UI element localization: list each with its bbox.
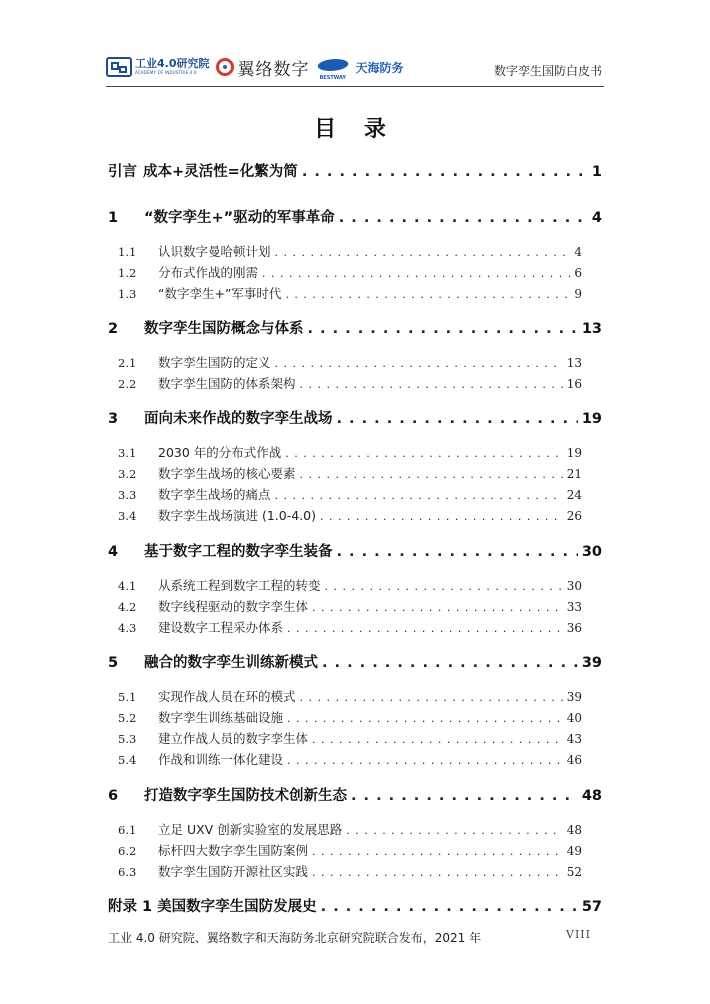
entry-number: 5.2 [118,711,137,725]
entry-label: 数字孪生国防概念与体系 [144,321,304,337]
leader-dots [262,267,570,280]
entry-page: 36 [566,621,582,635]
toc-entry-section-3-2[interactable] [118,464,582,482]
toc-entry-section-5-1[interactable] [118,687,582,705]
toc-entry-section-6-2[interactable] [118,841,582,859]
entry-label: 标杆四大数字孪生国防案例 [158,843,309,858]
toc-entry-chapter-3[interactable] [108,407,602,428]
entry-label: 数字孪生训练基础设施 [158,710,284,725]
entry-label: “数字孪生+”军事时代 [158,286,282,301]
entry-number: 5 [108,655,119,671]
leader-dots [285,288,570,301]
toc-heading: 目 录 [314,117,396,142]
toc-entry-section-3-4[interactable] [118,506,582,524]
entry-page: 19 [566,446,582,460]
leader-dots [308,321,578,337]
entry-number: 4.1 [118,579,137,593]
entry-page: 24 [566,488,582,502]
entry-page: 48 [581,788,602,804]
entry-page: 16 [566,377,582,391]
entry-number: 1.1 [118,245,137,259]
leader-dots [320,510,563,523]
leader-dots [275,489,563,502]
leader-dots [312,733,563,746]
entry-label: 认识数字曼哈顿计划 [158,244,271,259]
entry-label: 基于数字工程的数字孪生装备 [144,544,333,560]
entry-page: 30 [566,579,582,593]
entry-label: 建设数字工程采办体系 [158,620,284,635]
leader-dots [346,824,563,837]
entry-page: 40 [566,711,582,725]
toc-entry-section-4-2[interactable] [118,597,582,615]
entry-page: 49 [566,844,582,858]
entry-page: 6 [574,266,582,280]
yiluo-logo-icon [216,58,234,76]
bestway-logo-text: 天海防务 [355,60,404,75]
entry-number: 5.3 [118,732,137,746]
entry-number: 3.1 [118,446,137,460]
toc-entry-section-6-3[interactable] [118,862,582,880]
entry-label: 面向未来作战的数字孪生战场 [144,411,333,427]
leader-dots [312,845,563,858]
entry-label: 融合的数字孪生训练新模式 [144,655,318,671]
toc-entry-chapter-4[interactable] [108,540,602,561]
entry-page: 4 [574,245,582,259]
leader-dots [300,468,563,481]
entry-page: 48 [566,823,582,837]
entry-label: 数字线程驱动的数字孪生体 [158,599,309,614]
leader-dots [337,544,578,560]
entry-label: “数字孪生+”驱动的军事革命 [144,210,335,226]
toc-entry-section-1-3[interactable] [118,284,582,302]
entry-label: 数字孪生战场演进 (1.0-4.0) [158,508,316,523]
toc-entry-section-4-1[interactable] [118,576,582,594]
bestway-logo [318,57,404,81]
leader-dots [321,899,578,915]
academy-logo-subtext: ACADEMY OF INDUSTRIE 4.0 [135,70,197,75]
entry-number: 3.2 [118,467,137,481]
entry-number: 3 [108,411,119,427]
entry-label: 打造数字孪生国防技术创新生态 [144,788,347,804]
entry-page: 39 [566,690,582,704]
entry-page: 39 [581,655,602,671]
leader-dots [287,754,563,767]
logo-strip [106,50,404,84]
entry-page: 46 [566,753,582,767]
academy-logo-icon [106,57,132,77]
entry-page: 30 [581,544,602,560]
toc-entry-chapter-2[interactable] [108,317,602,338]
leader-dots [300,378,563,391]
leader-dots [339,210,588,226]
entry-number: 1.2 [118,266,137,280]
leader-dots [351,788,578,804]
entry-number: 4.3 [118,621,137,635]
entry-label: 数字孪生国防的体系架构 [158,376,296,391]
entry-label: 数字孪生战场的痛点 [158,487,271,502]
toc-entry-section-3-1[interactable] [118,443,582,461]
toc-entry-chapter-5[interactable] [108,651,602,672]
leader-dots [322,655,578,671]
toc-entry-section-1-1[interactable] [118,242,582,260]
header-divider [106,86,604,87]
leader-dots [337,411,578,427]
toc-entry-section-4-3[interactable] [118,618,582,636]
entry-number: 2.2 [118,377,137,391]
entry-page: 57 [581,899,602,915]
entry-number: 附录 1 [108,899,153,915]
entry-page: 26 [566,509,582,523]
entry-number: 6.3 [118,865,137,879]
toc-entry-section-1-2[interactable] [118,263,582,281]
leader-dots [312,601,563,614]
entry-number: 1.3 [118,287,137,301]
entry-number: 4.2 [118,600,137,614]
entry-page: 52 [566,865,582,879]
toc-entry-section-5-4[interactable] [118,750,582,768]
entry-label: 2030 年的分布式作战 [158,445,282,460]
entry-label: 美国数字孪生国防发展史 [157,899,317,915]
entry-number: 2 [108,321,119,337]
toc-entry-appendix-1[interactable] [108,895,602,916]
page-header [106,48,604,86]
footer-page-number: VIII [566,928,591,941]
bestway-logo-mark: BESTWAY [319,75,347,81]
entry-number: 5.1 [118,690,137,704]
entry-number: 3.4 [118,509,137,523]
toc-entry-chapter-1[interactable] [108,206,602,227]
toc-entry-section-2-2[interactable] [118,374,582,392]
academy-logo [106,57,210,77]
toc-entry-section-5-3[interactable] [118,729,582,747]
entry-number: 6.2 [118,844,137,858]
entry-label: 立足 UXV 创新实验室的发展思路 [158,822,343,837]
toc-entry-section-6-1[interactable] [118,820,582,838]
entry-number: 引言 [108,164,137,180]
leader-dots [287,712,563,725]
leader-dots [275,357,563,370]
entry-page: 19 [581,411,602,427]
entry-label: 成本+灵活性=化繁为简 [143,164,298,180]
leader-dots [312,866,563,879]
bestway-logo-icon [318,57,352,81]
leader-dots [300,691,563,704]
entry-page: 33 [566,600,582,614]
leader-dots [302,164,588,180]
entry-label: 数字孪生国防开源社区实践 [158,864,309,879]
entry-number: 1 [108,210,119,226]
footer-publisher-note: 工业 4.0 研究院、翼络数字和天海防务北京研究院联合发布，2021 年 [108,931,482,945]
entry-label: 建立作战人员的数字孪生体 [158,731,309,746]
entry-label: 分布式作战的刚需 [158,265,259,280]
leader-dots [275,246,571,259]
yiluo-logo [216,55,310,80]
entry-label: 数字孪生国防的定义 [158,355,271,370]
entry-number: 6 [108,788,119,804]
leader-dots [325,580,563,593]
toc-entry-intro[interactable] [108,160,602,181]
entry-page: 1 [591,164,602,180]
leader-dots [287,622,563,635]
document-title: 数字孪生国防白皮书 [493,64,602,78]
entry-page: 13 [566,356,582,370]
yiluo-logo-text: 翼络数字 [237,59,310,80]
entry-label: 作战和训练一体化建设 [158,752,284,767]
entry-number: 3.3 [118,488,137,502]
entry-page: 21 [566,467,582,481]
entry-number: 5.4 [118,753,137,767]
entry-label: 从系统工程到数字工程的转变 [158,578,321,593]
toc-entry-section-3-3[interactable] [118,485,582,503]
toc-entry-chapter-6[interactable] [108,784,602,805]
entry-page: 4 [591,210,602,226]
entry-page: 43 [566,732,582,746]
leader-dots [285,447,562,460]
entry-number: 6.1 [118,823,137,837]
entry-page: 13 [581,321,602,337]
entry-number: 4 [108,544,119,560]
academy-logo-text: 工业4.0研究院 [135,57,210,70]
entry-label: 数字孪生战场的核心要素 [158,466,296,481]
toc-entry-section-5-2[interactable] [118,708,582,726]
entry-label: 实现作战人员在环的模式 [158,689,296,704]
toc-entry-section-2-1[interactable] [118,353,582,371]
entry-page: 9 [574,287,582,301]
entry-number: 2.1 [118,356,137,370]
